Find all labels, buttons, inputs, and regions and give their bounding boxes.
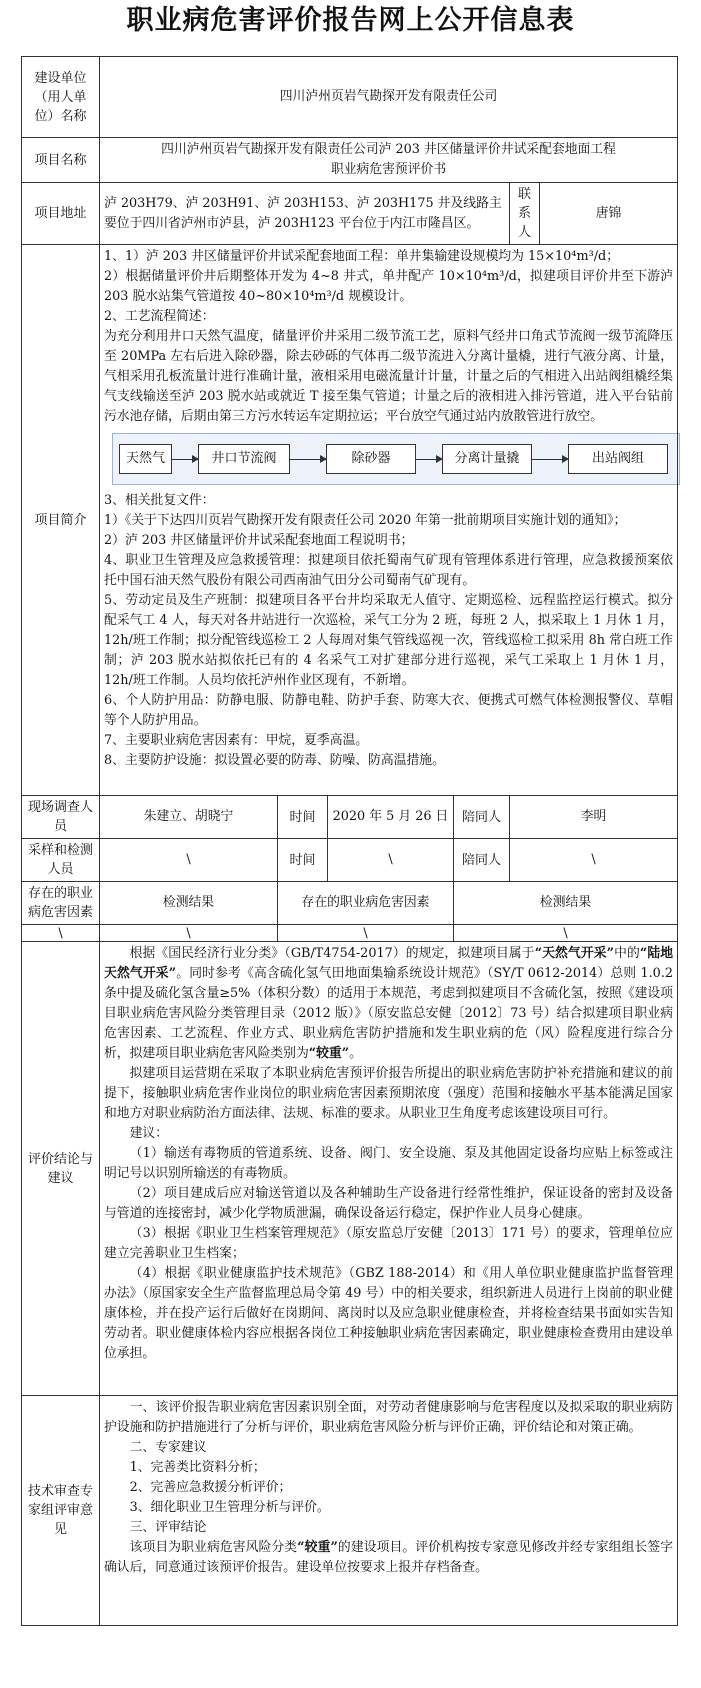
hazards-v3: \ (278, 925, 454, 942)
row-unit (22, 57, 678, 138)
flow-node-gas: 天然气 (119, 444, 172, 474)
unit-value: 四川泸州页岩气勘探开发有限责任公司 (100, 57, 678, 138)
address-value: 泸 203H79、泸 203H91、泸 203H153、泸 203H175 井及线路主要位于四川省泸州市泸县，泸 203H123 平台位于内江市隆昌区。 (100, 183, 510, 245)
conclusion-body (100, 942, 678, 1396)
contact-value: 唐锦 (540, 183, 678, 245)
survey-time-label: 时间 (278, 796, 328, 839)
conclusion-p1a: 根据《国民经济行业分类》（GB/T4754-2017）的规定，拟建项目属于 (129, 946, 535, 961)
intro-p3: 2、工艺流程简述： (104, 309, 215, 324)
review-p4: 2、完善应急救援分析评价； (129, 1480, 292, 1495)
hazards-col3: 存在的职业病危害因素 (278, 882, 454, 925)
flow-arrow-3 (416, 459, 442, 460)
row-project-name (22, 138, 678, 183)
row-review (22, 1396, 678, 1626)
review-p6: 三、评审结论 (129, 1520, 207, 1535)
review-p1: 一、该评价报告职业病危害因素识别全面，对劳动者健康影响与危害程度以及拟采取的职业病防护设施和防护措施进行了分析与评价，职业病危害风险分析与评价正确，评价结论和对策正确。 (104, 1400, 674, 1435)
flow-arrow-1 (172, 459, 198, 460)
process-flow-diagram (112, 433, 680, 485)
intro-body (100, 245, 678, 796)
survey-time-value: 2020 年 5 月 26 日 (328, 796, 454, 839)
project-name-line1: 四川泸州页岩气勘探开发有限责任公司泸 203 井区储量评价井试采配套地面工程 (161, 142, 616, 157)
project-name-value (100, 138, 678, 183)
conclusion-p1d: “陆地天然气开采” (104, 946, 674, 981)
conclusion-p1b: “天然气开采” (534, 946, 614, 961)
flow-node-throttle: 井口节流阀 (198, 444, 290, 474)
flow-node-desander: 除砂器 (326, 444, 416, 474)
flow-node-separator: 分离计量撬 (442, 444, 532, 474)
contact-label: 联系人 (510, 183, 540, 245)
sampling-escort-value: \ (510, 839, 678, 882)
conclusion-p7: （4）根据《职业健康监护技术规范》（GBZ 188-2014）和《用人单位职业健康监护监督管理办法》（原国家安全生产监督监理总局令第 49 号）中的相关要求，组织新进人员进行上岗前的职业健康体检，并在投产运行后做好在岗期间、离岗时以及应急职业健康检查，并将检查结果书面如实告知劳动者。职业健康体检内容应根据各岗位工种接触职业病危害因素确定，职业健康检查费用由建设单位承担。 (104, 1266, 674, 1361)
conclusion-p4: （1）输送有毒物质的管道系统、设备、阀门、安全设施、泵及其他固定设备均应贴上标签或注明记号以识别所输送的有毒物质。 (104, 1146, 674, 1181)
review-label: 技术审查专家组评审意见 (22, 1396, 100, 1626)
unit-label: 建设单位（用人单位）名称 (22, 57, 100, 138)
review-p3: 1、完善类比资料分析； (129, 1460, 266, 1475)
row-intro (22, 245, 678, 796)
info-table (21, 56, 678, 1626)
flow-node-outlet: 出站阀组 (568, 444, 668, 474)
intro-p4: 为充分利用井口天然气温度，储量评价井采用二级节流工艺，原料气经井口角式节流阀一级节流降压至 20MPa 左右后进入除砂器，除去砂砾的气体再二级节流进入分离计量橇，进行气液分离、计量，气相采用孔板流量计进行准确计量，液相采用电磁流量计计量，计量之后的气相进入出站阀组橇经集气支线输送至泸 203 脱水站或就近 T 接至集气管道；计量之后的液相进入排污管道，进入平台钻前污水池存储，后期由第三方污水转运车定期拉运；平台放空气通过站内放散管进行放空。 (104, 329, 674, 424)
sampling-time-value: \ (328, 839, 454, 882)
intro-p6: 1）《关于下达四川页岩气勘探开发有限责任公司 2020 年第一批前期项目实施计划的通知》； (104, 513, 627, 528)
review-p2: 二、专家建议 (129, 1440, 207, 1455)
hazards-label: 存在的职业病危害因素 (22, 882, 100, 925)
conclusion-p1e: 。同时参考《高含硫化氢气田地面集输系统设计规范》（SY/T 0612-2014）总则 1.0.2 条中提及硫化氢含量≥5%（体积分数）的适用于本规范，考虑到拟建项目不含硫化氢，按照《建设项目职业病危害风险分类管理目录（2012 版）》（原安监总安健〔2012〕73 号）结合拟建项目职业病危害因素、工艺流程、作业方式、职业病危害防护措施和发生职业病的危（风）险程度进行综合分析，拟建项目职业病危害风险类别为 (104, 966, 674, 1061)
intro-p7: 2）泸 203 井区储量评价井试采配套地面工程说明书； (104, 533, 414, 548)
sampling-time-label: 时间 (278, 839, 328, 882)
intro-p12: 8、主要防护设施：拟设置必要的防毒、防噪、防高温措施。 (104, 753, 445, 768)
conclusion-p6: （3）根据《职业卫生档案管理规范》（原安监总厅安健〔2013〕171 号）的要求，管理单位应建立完善职业卫生档案； (104, 1226, 674, 1261)
survey-value: 朱建立、胡晓宁 (100, 796, 278, 839)
conclusion-p5: （2）项目建成后应对输送管道以及各种辅助生产设备进行经常性维护，保证设备的密封及设备与管道的连接密封，减少化学物质泄漏，确保设备运行稳定，保护作业人员身心健康。 (104, 1186, 674, 1221)
conclusion-label: 评价结论与建议 (22, 942, 100, 1396)
project-name-line2: 职业病危害预评价书 (330, 162, 447, 177)
conclusion-p2: 拟建项目运营期在采取了本职业病危害预评价报告所提出的职业病危害防护补充措施和建议的前提下，接触职业病危害作业岗位的职业病危害因素预期浓度（强度）范围和接触水平基本能满足国家和地方对职业病防治方面法律、法规、标准的要求。从职业卫生角度考虑该建设项目可行。 (104, 1066, 674, 1121)
sampling-label: 采样和检测人员 (22, 839, 100, 882)
conclusion-p1f: “较重” (308, 1046, 350, 1061)
flow-arrow-4 (532, 459, 568, 460)
review-p7a: 该项目为职业病危害风险分类 (129, 1540, 298, 1555)
conclusion-p1c: 中的 (613, 946, 640, 961)
row-hazards-header (22, 882, 678, 925)
hazards-v1: \ (22, 925, 100, 942)
conclusion-p3: 建议： (129, 1126, 168, 1141)
review-p7c: 的建设项目。评价机构按专家意见修改并经专家组组长签字确认后，同意通过该预评价报告。建设单位按要求上报并存档备查。 (104, 1540, 674, 1575)
sampling-value: \ (100, 839, 278, 882)
hazards-col4: 检测结果 (454, 882, 678, 925)
intro-p1: 1、1）泸 203 井区储量评价井试采配套地面工程：单井集输建设规模均为 15×10⁴m³/d； (104, 249, 620, 264)
row-conclusion (22, 942, 678, 1396)
intro-p8: 4、职业卫生管理及应急救援管理：拟建项目依托蜀南气矿现有管理体系进行管理，应急救援预案依托中国石油天然气股份有限公司西南油气田分公司蜀南气矿现有。 (104, 553, 674, 588)
address-label: 项目地址 (22, 183, 100, 245)
survey-escort-label: 陪同人 (454, 796, 510, 839)
page-title: 职业病危害评价报告网上公开信息表 (126, 5, 575, 36)
hazards-col2: 检测结果 (100, 882, 278, 925)
hazards-v4: \ (454, 925, 678, 942)
conclusion-p1g: 。 (349, 1046, 362, 1061)
intro-label: 项目简介 (22, 245, 100, 796)
hazards-v2: \ (100, 925, 278, 942)
intro-p11: 7、主要职业病危害因素有：甲烷，夏季高温。 (104, 733, 369, 748)
intro-p5: 3、相关批复文件： (104, 493, 215, 508)
row-survey (22, 796, 678, 839)
flow-arrow-2 (290, 459, 326, 460)
survey-escort-value: 李明 (510, 796, 678, 839)
survey-label: 现场调查人员 (22, 796, 100, 839)
review-p5: 3、细化职业卫生管理分析与评价。 (129, 1500, 330, 1515)
project-name-label: 项目名称 (22, 138, 100, 183)
review-p7b: “较重” (297, 1540, 338, 1555)
conclusion-p1 (104, 944, 673, 1064)
row-address (22, 183, 678, 245)
review-p7 (104, 1538, 673, 1578)
sampling-escort-label: 陪同人 (454, 839, 510, 882)
intro-p2: 2）根据储量评价井后期整体开发为 4~8 井式，单井配产 10×10⁴m³/d，拟建项目评价井至下游泸 203 脱水站集气管道按 40~80×10⁴m³/d 规模设计。 (104, 269, 674, 304)
intro-p10: 6、个人防护用品：防静电服、防静电鞋、防护手套、防寒大衣、便携式可燃气体检测报警仪、草帽等个人防护用品。 (104, 693, 674, 728)
review-body (100, 1396, 678, 1626)
row-hazards-values (22, 925, 678, 942)
intro-p9: 5、劳动定员及生产班制：拟建项目各平台井均采取无人值守、定期巡检、远程监控运行模式。拟分配采气工 4 人，每天对各井站进行一次巡检，采气工分为 2 班，每班 2 人，拟采取上 1 月休 1 月，12h/班工作制；拟分配管线巡检工 2 人每周对集气管线巡视一次，管线巡检工拟采用 8h 常白班工作制；泸 203 脱水站拟依托已有的 4 名采气工对扩建部分进行巡视，采气工采取上 1 月休 1 月，12h/班工作制。人员均依托泸州作业区现有，不新增。 (104, 593, 674, 688)
row-sampling (22, 839, 678, 882)
